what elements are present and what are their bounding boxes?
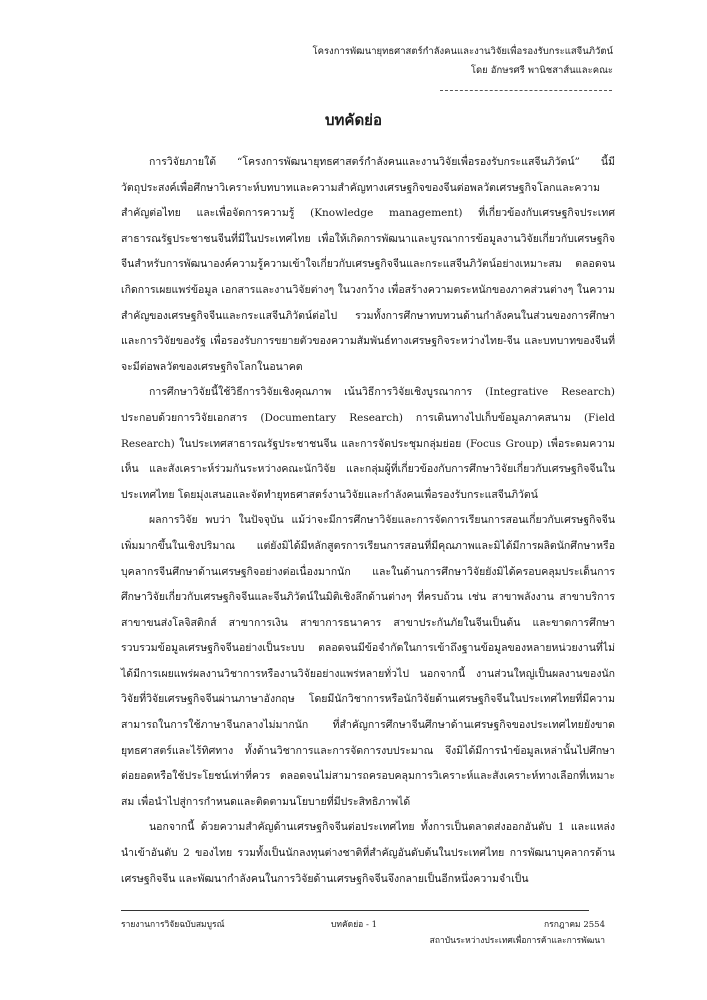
footer-divider xyxy=(121,910,589,911)
page-header xyxy=(313,42,614,80)
report-date: กรกฎาคม 2554 xyxy=(544,920,605,930)
page-title: บทคัดย่อ xyxy=(325,111,382,129)
paragraph: การวิจัยภายใต้ “โครงการพัฒนายุทธศาสตร์กำลังคนและงานวิจัยเพื่อรองรับกระแสจีนภิวัตน์” นี้มีวัตถุประสงค์เพื่อศึกษาวิเคราะห์บทบาทและความสำคัญทางเศรษฐกิจของจีนต่อพลวัตเศรษฐกิจโลกและความสำคัญต่อไทย และเพื่อจัดการความรู้ (Knowledge management) ที่เกี่ยวข้องกับเศรษฐกิจประเทศสาธารณรัฐประชาชนจีนที่มีในประเทศไทย เพื่อให้เกิดการพัฒนาและบูรณาการข้อมูลงานวิจัยเกี่ยวกับเศรษฐกิจจีนสำหรับการพัฒนาองค์ความรู้ความเข้าใจเกี่ยวกับเศรษฐกิจจีนและกระแสจีนภิวัตน์อย่างเหมาะสม ตลอดจนเกิดการเผยแพร่ข้อมูล เอกสารและงานวิจัยต่างๆ ในวงกว้าง เพื่อสร้างความตระหนักของภาคส่วนต่างๆ ในความสำคัญของเศรษฐกิจจีนและกระแสจีนภิวัตน์ต่อไป รวมทั้งการศึกษาทบทวนด้านกำลังคนในส่วนของการศึกษาและการวิจัยของรัฐ เพื่อรองรับการขยายตัวของความสัมพันธ์ทางเศรษฐกิจระหว่างไทย-จีน และบทบาทของจีนที่จะมีต่อพลวัตของเศรษฐกิจโลกในอนาคต xyxy=(121,156,615,373)
paragraph: นอกจากนี้ ด้วยความสำคัญด้านเศรษฐกิจจีนต่อประเทศไทย ทั้งการเป็นตลาดส่งออกอันดับ 1 และแหล่งนำเข้าอันดับ 2 ของไทย รวมทั้งเป็นนักลงทุนต่างชาติที่สำคัญอันดับต้นในประเทศไทย การพัฒนาบุคลากรด้านเศรษฐกิจจีน และพัฒนากำลังคนในการวิจัยด้านเศรษฐกิจจีนจึงกลายเป็นอีกหนึ่งความจำเป็น xyxy=(121,821,615,885)
header-divider xyxy=(440,90,612,91)
paragraph: ผลการวิจัย พบว่า ในปัจจุบัน แม้ว่าจะมีการศึกษาวิจัยและการจัดการเรียนการสอนเกี่ยวกับเศรษฐกิจจีนเพิ่มมากขึ้นในเชิงปริมาณ แต่ยังมิได้มีหลักสูตรการเรียนการสอนที่มีคุณภาพและมิได้มีการผลิตนักศึกษาหรือบุคลากรจีนศึกษาด้านเศรษฐกิจอย่างต่อเนื่องมากนัก และในด้านการศึกษาวิจัยยังมิได้ครอบคลุมประเด็นการศึกษาวิจัยเกี่ยวกับเศรษฐกิจจีนและจีนภิวัตน์ในมิติเชิงลึกด้านต่างๆ ที่ครบถ้วน เช่น สาขาพลังงาน สาขาบริการ สาขาขนส่งโลจิสติกส์ สาขาการเงิน สาขาการธนาคาร สาขาประกันภัยในจีนเป็นต้น และขาดการศึกษารวบรวมข้อมูลเศรษฐกิจจีนอย่างเป็นระบบ ตลอดจนมีข้อจำกัดในการเข้าถึงฐานข้อมูลของหลายหน่วยงานที่ไม่ได้มีการเผยแพร่ผลงานวิชาการหรืองานวิจัยอย่างแพร่หลายทั่วไป นอกจากนี้ งานส่วนใหญ่เป็นผลงานของนักวิจัยที่วิจัยเศรษฐกิจจีนผ่านภาษาอังกฤษ โดยมีนักวิชาการหรือนักวิจัยด้านเศรษฐกิจจีนในประเทศไทยที่มีความสามารถในการใช้ภาษาจีนกลางไม่มากนัก ที่สำคัญการศึกษาจีนศึกษาด้านเศรษฐกิจของประเทศไทยยังขาดยุทธศาสตร์และไร้ทิศทาง ทั้งด้านวิชาการและการจัดการงบประมาณ จึงมิได้มีการนำข้อมูลเหล่านั้นไปศึกษาต่อยอดหรือใช้ประโยชน์เท่าที่ควร ตลอดจนไม่สามารถครอบคลุมการวิเคราะห์และสังเคราะห์ทางเลือกที่เหมาะสม เพื่อนำไปสู่การกำหนดและติดตามนโยบายที่มีประสิทธิภาพได้ xyxy=(121,514,615,808)
abstract-body xyxy=(121,150,615,892)
institute-name: สถาบันระหว่างประเทศเพื่อการค้าและการพัฒนา xyxy=(429,936,605,946)
project-title: โครงการพัฒนายุทธศาสตร์กำลังคนและงานวิจัยเพื่อรองรับกระแสจีนภิวัตน์ xyxy=(312,46,613,57)
authors: โดย อักษรศรี พานิชสาส์นและคณะ xyxy=(470,65,613,76)
page-number: บทคัดย่อ - 1 xyxy=(331,920,377,930)
report-label: รายงานการวิจัยฉบับสมบูรณ์ xyxy=(121,920,225,930)
paragraph: การศึกษาวิจัยนี้ใช้วิธีการวิจัยเชิงคุณภาพ เน้นวิธีการวิจัยเชิงบูรณาการ (Integrative Research) ประกอบด้วยการวิจัยเอกสาร (Documentary Research) การเดินทางไปเก็บข้อมูลภาคสนาม (Field Research) ในประเทศสาธารณรัฐประชาชนจีน และการจัดประชุมกลุ่มย่อย (Focus Group) เพื่อระดมความเห็น และสังเคราะห์ร่วมกันระหว่างคณะนักวิจัย และกลุ่มผู้ที่เกี่ยวข้องกับการศึกษาวิจัยเกี่ยวกับเศรษฐกิจจีนในประเทศไทย โดยมุ่งเสนอและจัดทำยุทธศาสตร์งานวิจัยและกำลังคนเพื่อรองรับกระแสจีนภิวัตน์ xyxy=(121,386,615,501)
